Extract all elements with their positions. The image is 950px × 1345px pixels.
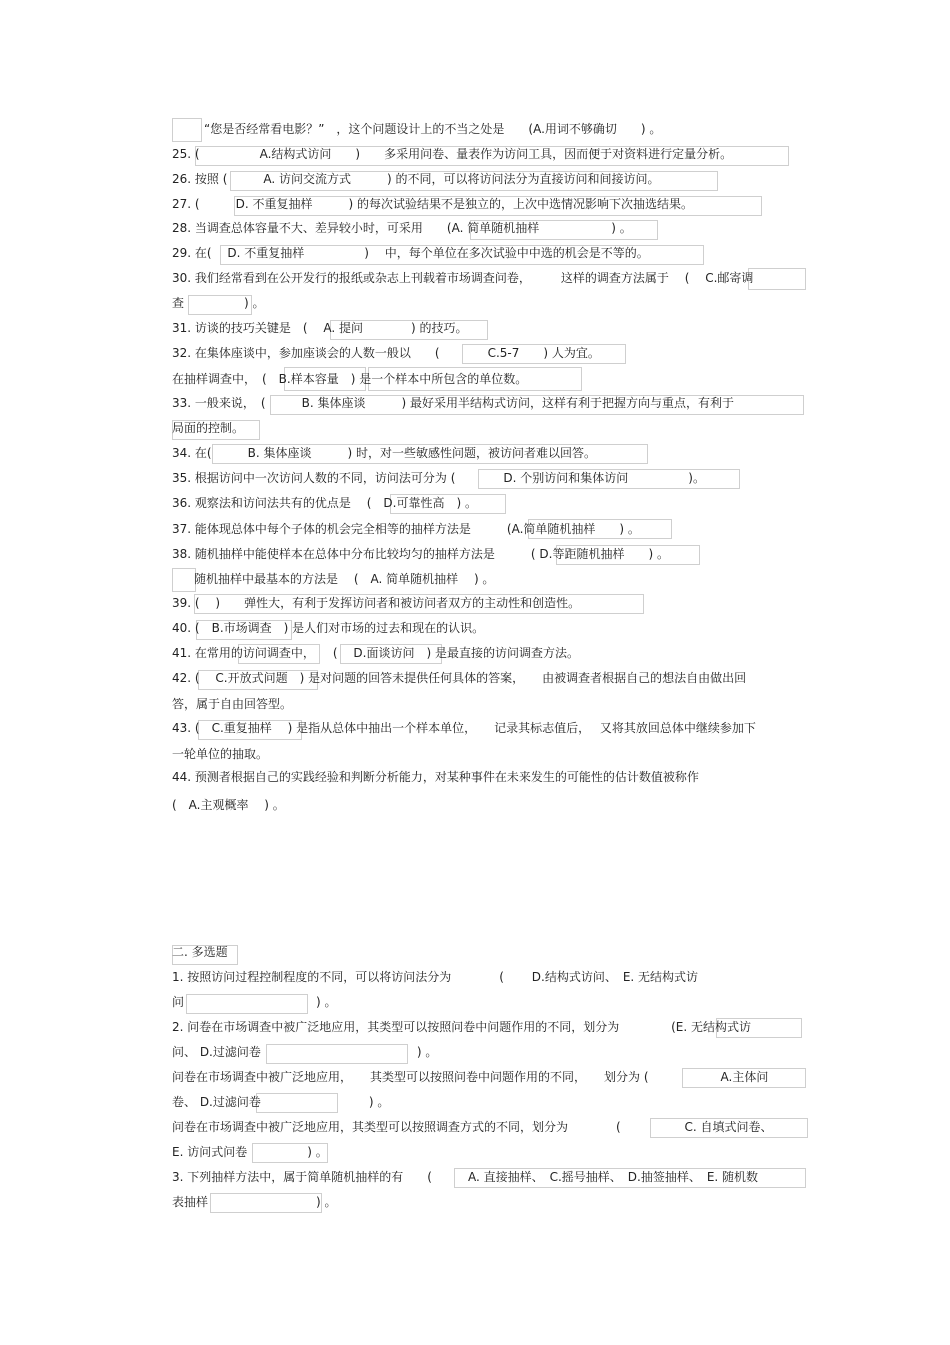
- question-line: 答，属于自由回答型。: [172, 697, 293, 711]
- question-line: 随机抽样中最基本的方法是 ( A. 简单随机抽样 ) 。: [194, 572, 495, 586]
- question-line: 25. ( A.结构式访问 ) 多采用问卷、量表作为访问工具，因而便于对资料进行定量分析。: [172, 147, 733, 161]
- question-line: 28. 当调查总体容量不大、差异较小时，可采用 (A. 简单随机抽样 ) 。: [172, 221, 632, 235]
- question-line: 34. 在( B. 集体座谈 ) 时，对一些敏感性问题，被访问者难以回答。: [172, 446, 596, 460]
- field-box: [748, 268, 806, 290]
- question-line: 36. 观察法和访问法共有的优点是 ( D.可靠性高 ) 。: [172, 496, 477, 510]
- question-line: 41. 在常用的访问调查中， ( D.面谈访问 ) 是最直接的访问调查方法。: [172, 646, 579, 660]
- question-line: 35. 根据访问中一次访问人数的不同，访问法可分为 ( D. 个别访问和集体访问 )。: [172, 471, 705, 485]
- question-line: 问卷在市场调查中被广泛地应用，其类型可以按照调查方式的不同，划分为 ( C. 自填式问卷、: [172, 1120, 773, 1134]
- question-line: 42. ( C.开放式问题 ) 是对问题的回答未提供任何具体的答案， 由被调查者根据自己的想法自由做出回: [172, 671, 747, 685]
- question-line: 26. 按照 ( A. 访问交流方式 ) 的不同，可以将访问法分为直接访问和间接访问。: [172, 172, 660, 186]
- question-line: 27. ( D. 不重复抽样 ) 的每次试验结果不是独立的，上次中选情况影响下次抽选结果。: [172, 197, 693, 211]
- question-line: 31. 访谈的技巧关键是 ( A. 提问 ) 的技巧。: [172, 321, 468, 335]
- question-line: 在抽样调查中， ( B.样本容量 ) 是一个样本中所包含的单位数。: [172, 372, 528, 386]
- field-box: [172, 118, 202, 142]
- question-line: 40. ( B.市场调查 ) 是人们对市场的过去和现在的认识。: [172, 621, 485, 635]
- question-line: 32. 在集体座谈中，参加座谈会的人数一般以 ( C.5-7 ) 人为宜。: [172, 346, 600, 360]
- question-line: E. 访问式问卷 ) 。: [172, 1145, 328, 1159]
- field-box: [172, 568, 196, 592]
- question-line: 问、 D.过滤问卷 ) 。: [172, 1045, 438, 1059]
- question-line: 问卷在市场调查中被广泛地应用， 其类型可以按照问卷中问题作用的不同， 划分为 ( A.主体问: [172, 1070, 769, 1084]
- question-line: ( A.主观概率 ) 。: [172, 798, 285, 812]
- question-line: 问 ) 。: [172, 995, 337, 1009]
- question-line: “您是否经常看电影？” ，这个问题设计上的不当之处是 (A.用词不够确切 ) 。: [204, 122, 662, 136]
- question-line: 44. 预测者根据自己的实践经验和判断分析能力，对某种事件在未来发生的可能性的估计数值被称作: [172, 770, 699, 784]
- question-line: 38. 随机抽样中能使样本在总体中分布比较均匀的抽样方法是 ( D.等距随机抽样 ) 。: [172, 547, 669, 561]
- question-line: 表抽样 ) 。: [172, 1195, 337, 1209]
- question-line: 39. ( ) 弹性大，有利于发挥访问者和被访问者双方的主动性和创造性。: [172, 596, 581, 610]
- question-line: 查 ) 。: [172, 296, 265, 310]
- section-heading: 二. 多选题: [172, 945, 228, 959]
- question-line: 1. 按照访问过程控制程度的不同，可以将访问法分为 ( D.结构式访问、 E. 无结构式访: [172, 970, 699, 984]
- question-line: 37. 能体现总体中每个子体的机会完全相等的抽样方法是 (A.简单随机抽样 ) 。: [172, 522, 640, 536]
- question-line: 2. 问卷在市场调查中被广泛地应用，其类型可以按照问卷中问题作用的不同，划分为 (E. 无结构式访: [172, 1020, 751, 1034]
- question-line: 33. 一般来说， ( B. 集体座谈 ) 最好采用半结构式访问，这样有利于把握方向与重点，有利于: [172, 396, 734, 410]
- question-line: 局面的控制。: [172, 421, 245, 435]
- question-line: 3. 下列抽样方法中，属于简单随机抽样的有 ( A. 直接抽样、 C.摇号抽样、 D.抽签抽样、 E. 随机数: [172, 1170, 759, 1184]
- question-line: 29. 在( D. 不重复抽样 ) 中，每个单位在多次试验中中选的机会是不等的。: [172, 246, 649, 260]
- question-line: 43. ( C.重复抽样 ) 是指从总体中抽出一个样本单位， 记录其标志值后， 又将其放回总体中继续参加下: [172, 721, 756, 735]
- question-line: 卷、 D.过滤问卷 ) 。: [172, 1095, 390, 1109]
- question-line: 一轮单位的抽取。: [172, 747, 269, 761]
- question-line: 30. 我们经常看到在公开发行的报纸或杂志上刊载着市场调查问卷， 这样的调查方法属于 ( C.邮寄调: [172, 271, 754, 285]
